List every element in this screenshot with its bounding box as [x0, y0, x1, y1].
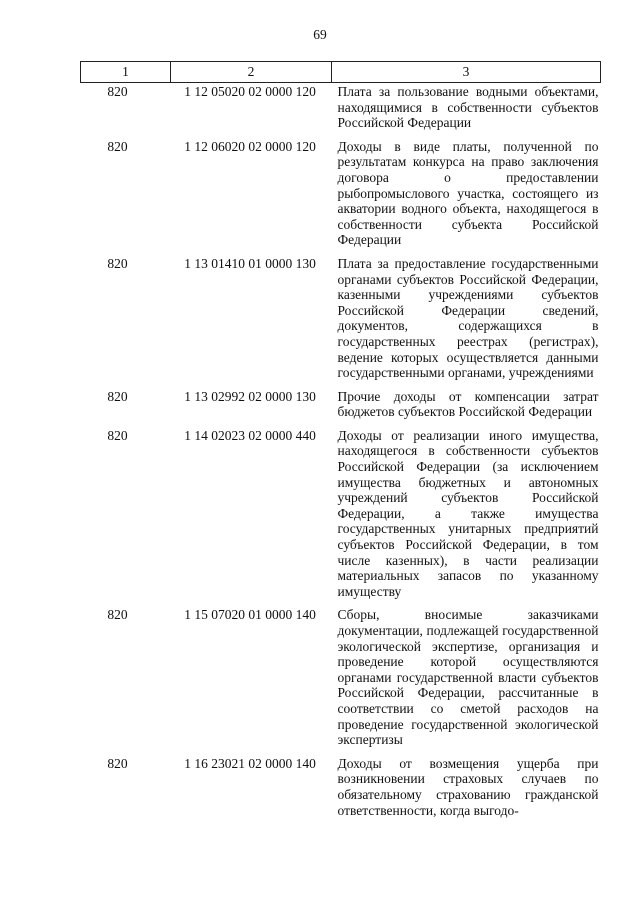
admin-code-cell: 820: [107, 607, 128, 623]
description-cell: Плата за пользование водными объектами, находящимися в собственности субъектов Российской Федерации: [337, 84, 599, 131]
column-header-3: 3: [332, 62, 601, 83]
header-row: [81, 62, 601, 83]
description-cell: Сборы, вносимые заказчиками документации, подлежащей государственной экологической экспертизе, организация и проведение которой осуществляются органами государственной власти субъектов Российской Федерации, рассчитанные в соответствии со сметой расходов на проведение государственной экологической экспертизы: [337, 607, 599, 748]
admin-code-cell: 820: [107, 138, 128, 154]
description-cell: Плата за предоставление государственными органами субъектов Российской Федерации, казенными учреждениями субъектов Российской Федерации сведений, документов, содержащихся в государственных реестрах (регистрах), ведение которых осуществляется данными государственными органами, учреждениями: [337, 255, 599, 381]
table-row: [81, 83, 601, 138]
description-cell: Прочие доходы от компенсации затрат бюджетов субъектов Российской Федерации: [337, 388, 599, 420]
column-header-2: 2: [171, 62, 332, 83]
admin-code-cell: 820: [107, 255, 128, 271]
description-cell: Доходы в виде платы, полученной по результатам конкурса на право заключения договора о предоставлении рыбопромыслового участка, состоящего из акватории водного объекта, находящегося в собственности субъекта Российской Федерации: [337, 138, 599, 248]
admin-code-cell: 820: [107, 427, 128, 443]
table-row: [81, 606, 601, 754]
admin-code-cell: 820: [107, 755, 128, 771]
revenue-code-cell: 1 15 07020 01 0000 140: [184, 607, 316, 623]
description-cell: Доходы от реализации иного имущества, находящегося в собственности субъектов Российской Федерации (за исключением имущества бюджетных и автономных учреждений субъектов Российской Федерации, а также имущества государственных унитарных предприятий субъектов Российской Федерации, в том числе казенных), в части реализации материальных запасов по указанному имуществу: [337, 427, 599, 599]
revenue-code-cell: 1 12 06020 02 0000 120: [184, 138, 316, 154]
revenue-code-cell: 1 13 02992 02 0000 130: [184, 388, 316, 404]
description-cell: Доходы от возмещения ущерба при возникновении страховых случаев по обязательному страхованию гражданской ответственности, когда выгодо-: [337, 755, 599, 818]
revenue-code-cell: 1 13 01410 01 0000 130: [184, 255, 316, 271]
table-row: [81, 255, 601, 388]
page-number: 69: [313, 27, 327, 42]
table-row: [81, 138, 601, 255]
table-header: [81, 62, 601, 83]
table-row: [81, 755, 601, 825]
admin-code-cell: 820: [107, 84, 128, 99]
budget-codes-table: [80, 61, 601, 825]
revenue-code-cell: 1 16 23021 02 0000 140: [184, 755, 316, 771]
column-header-1: 1: [81, 62, 171, 83]
table-body: [81, 83, 601, 826]
admin-code-cell: 820: [107, 388, 128, 404]
revenue-code-cell: 1 14 02023 02 0000 440: [184, 427, 316, 443]
revenue-code-cell: 1 12 05020 02 0000 120: [184, 84, 316, 99]
table-row: [81, 388, 601, 427]
table-row: [81, 427, 601, 607]
